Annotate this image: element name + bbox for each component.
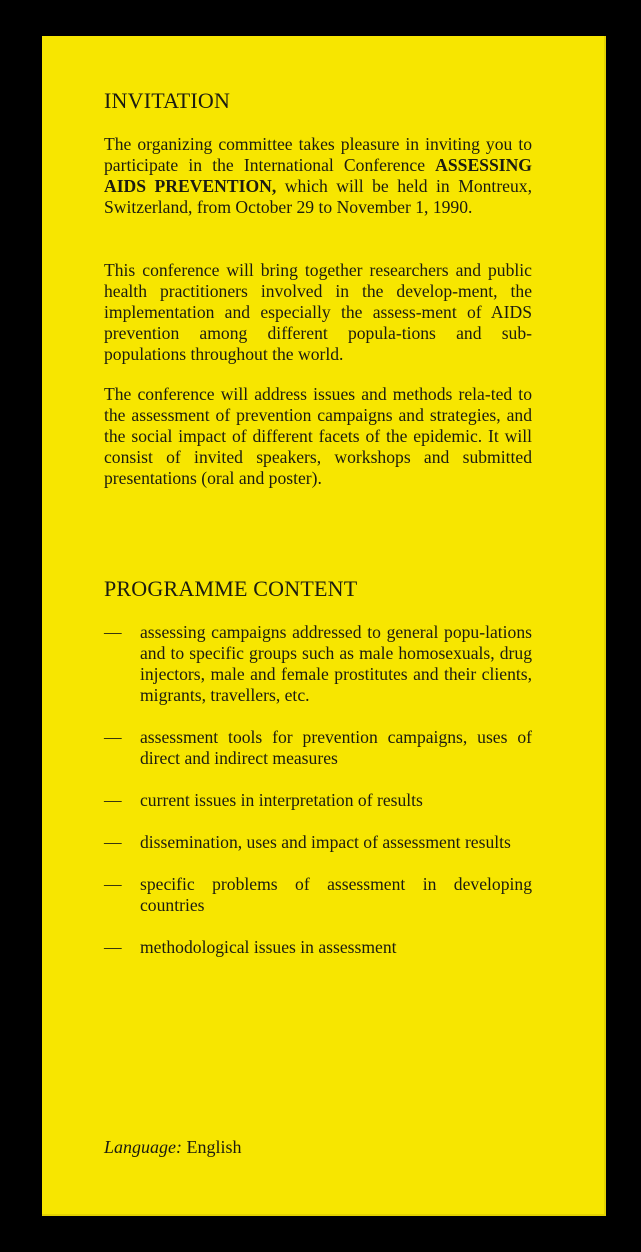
dash-bullet: — bbox=[104, 622, 122, 642]
invitation-paragraph-1 bbox=[104, 134, 532, 218]
programme-item bbox=[104, 622, 532, 706]
programme-item-text: dissemination, uses and impact of assessment results bbox=[140, 832, 511, 852]
dash-bullet: — bbox=[104, 832, 122, 852]
invitation-paragraph-1-details: which will be held in Montreux, Switzerland, from October 29 to November 1, 1990. bbox=[104, 176, 532, 217]
leaflet-page bbox=[42, 36, 606, 1216]
programme-item bbox=[104, 790, 532, 811]
dash-bullet: — bbox=[104, 874, 122, 894]
language-label: Language: bbox=[104, 1137, 182, 1157]
programme-item bbox=[104, 937, 532, 958]
dash-bullet: — bbox=[104, 790, 122, 810]
programme-item-text: assessment tools for prevention campaigns, uses of direct and indirect measures bbox=[140, 727, 532, 768]
programme-item-text: current issues in interpretation of results bbox=[140, 790, 423, 810]
dash-bullet: — bbox=[104, 727, 122, 747]
programme-item bbox=[104, 874, 532, 916]
dash-bullet: — bbox=[104, 937, 122, 957]
programme-item-text: specific problems of assessment in developing countries bbox=[140, 874, 532, 915]
programme-item bbox=[104, 832, 532, 853]
invitation-paragraph-2: This conference will bring together researchers and public health practitioners involved in the develop-ment, the implementation and especially the assess-ment of AIDS prevention among different popula-tions and sub-populations throughout the world. bbox=[104, 260, 532, 364]
invitation-heading: INVITATION bbox=[104, 88, 231, 113]
language-value: English bbox=[186, 1137, 242, 1157]
conference-name: ASSESSING AIDS PREVENTION, bbox=[104, 155, 532, 196]
invitation-paragraph-3: The conference will address issues and methods rela-ted to the assessment of prevention campaigns and strategies, and the social impact of different facets of the epidemic. It will consist of invited speakers, workshops and submitted presentations (oral and poster). bbox=[104, 384, 532, 488]
language-line bbox=[104, 1136, 242, 1158]
invitation-paragraph-1-intro: The organizing committee takes pleasure in inviting you to participate in the International Conference bbox=[104, 134, 532, 175]
programme-list bbox=[104, 622, 532, 958]
programme-item-text: assessing campaigns addressed to general popu-lations and to specific groups such as male homosexuals, drug injectors, male and female prostitutes and their clients, migrants, travellers, etc. bbox=[140, 622, 532, 705]
programme-item-text: methodological issues in assessment bbox=[140, 937, 397, 957]
programme-heading: PROGRAMME CONTENT bbox=[104, 576, 358, 601]
programme-item bbox=[104, 727, 532, 769]
